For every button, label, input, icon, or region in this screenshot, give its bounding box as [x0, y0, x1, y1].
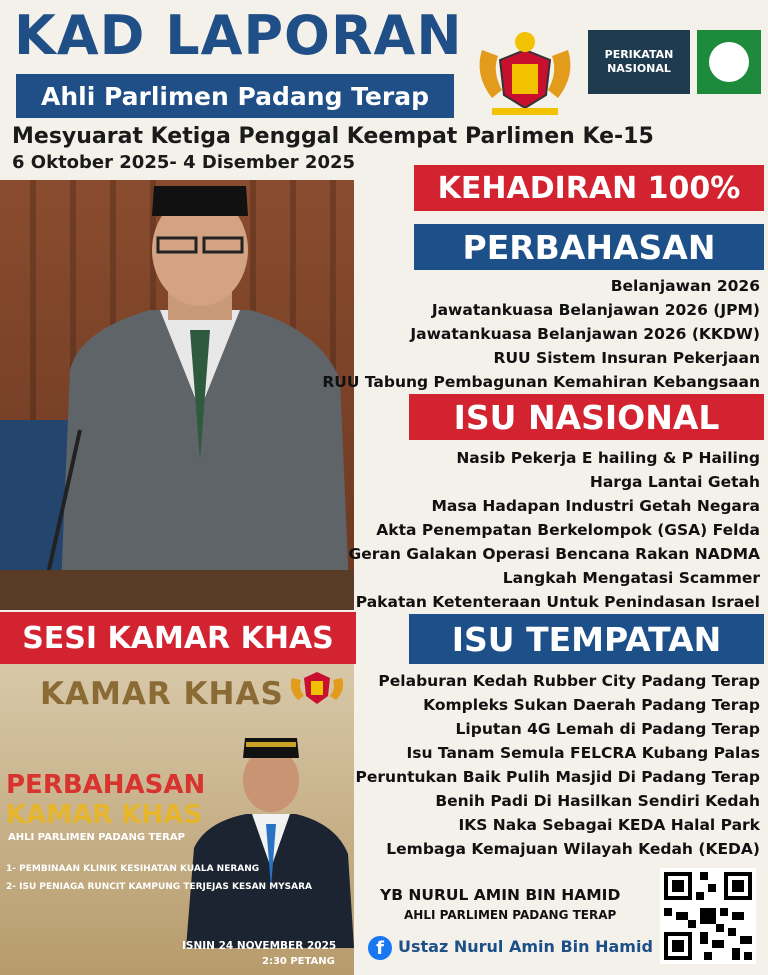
list-item: Masa Hadapan Industri Getah Negara: [431, 497, 760, 515]
poster-date: ISNIN 24 NOVEMBER 2025: [182, 940, 337, 952]
list-item: Harga Lantai Getah: [589, 473, 760, 491]
mp-name: YB NURUL AMIN BIN HAMID: [380, 886, 621, 904]
session-dates: 6 Oktober 2025- 4 Disember 2025: [12, 152, 356, 173]
perbahasan-list: [322, 274, 760, 394]
list-item: Benih Padi Di Hasilkan Sendiri Kedah: [435, 792, 760, 810]
kamar-khas-sign: KAMAR KHAS: [40, 676, 284, 712]
coat-of-arms-icon: [470, 20, 580, 120]
list-item: Langkah Mengatasi Scammer: [502, 569, 760, 587]
pn-logo-line1: PERIKATAN: [604, 48, 674, 61]
list-item: Isu Tanam Semula FELCRA Kubang Palas: [406, 744, 760, 762]
list-item: Jawatankuasa Belanjawan 2026 (JPM): [431, 301, 760, 319]
attendance-badge: KEHADIRAN 100%: [414, 165, 764, 211]
isu-nasional-list: [349, 446, 761, 614]
list-item: IKS Naka Sebagai KEDA Halal Park: [458, 816, 760, 834]
list-item: Peruntukan Baik Pulih Masjid Di Padang Terap: [355, 768, 760, 786]
kamar-khas-poster: [0, 664, 354, 975]
mp-role: AHLI PARLIMEN PADANG TERAP: [404, 908, 617, 922]
isu-nasional-heading: ISU NASIONAL: [409, 394, 764, 440]
pas-moon-icon: [697, 30, 761, 94]
poster-subtitle: AHLI PARLIMEN PADANG TERAP: [8, 832, 185, 843]
list-item: Liputan 4G Lemah di Padang Terap: [455, 720, 760, 738]
pn-logo-line2: NASIONAL: [607, 62, 671, 75]
mp-speaking-photo: [0, 180, 354, 610]
list-item: Akta Penempatan Berkelompok (GSA) Felda: [376, 521, 760, 539]
list-item: Kompleks Sukan Daerah Padang Terap: [423, 696, 760, 714]
list-item: Pelaburan Kedah Rubber City Padang Terap: [378, 672, 760, 690]
perikatan-nasional-logo: [588, 30, 690, 94]
session-title: Mesyuarat Ketiga Penggal Keempat Parlimen Ke-15: [12, 124, 654, 149]
perbahasan-heading: PERBAHASAN: [414, 224, 764, 270]
list-item: Pakatan Ketenteraan Untuk Penindasan Israel: [355, 593, 760, 611]
poster-item: 2- ISU PENIAGA RUNCIT KAMPUNG TERJEJAS KESAN MYSARA: [6, 882, 313, 892]
isu-tempatan-list: [356, 669, 760, 861]
list-item: Nasib Pekerja E hailing & P Hailing: [456, 449, 760, 467]
poster-crest-icon: [286, 666, 348, 708]
list-item: Belanjawan 2026: [610, 277, 760, 295]
facebook-icon[interactable]: f: [368, 936, 392, 960]
list-item: RUU Tabung Pembagunan Kemahiran Kebangsaan: [322, 373, 760, 391]
isu-tempatan-heading: ISU TEMPATAN: [409, 614, 764, 664]
poster-item: 1- PEMBINAAN KLINIK KESIHATAN KUALA NERANG: [6, 864, 260, 874]
page-title: KAD LAPORAN: [14, 4, 463, 67]
facebook-page-link[interactable]: Ustaz Nurul Amin Bin Hamid: [398, 937, 653, 956]
poster-time: 2:30 PETANG: [262, 956, 335, 967]
list-item: RUU Sistem Insuran Pekerjaan: [493, 349, 760, 367]
poster-title-perbahasan: PERBAHASAN: [6, 770, 206, 800]
poster-title-kamar-khas: KAMAR KHAS: [6, 800, 203, 830]
kamar-khas-heading: SESI KAMAR KHAS: [0, 612, 356, 664]
qr-code-icon[interactable]: [660, 868, 756, 964]
list-item: Geran Galakan Operasi Bencana Rakan NADMA: [348, 545, 760, 563]
list-item: Jawatankuasa Belanjawan 2026 (KKDW): [410, 325, 760, 343]
list-item: Lembaga Kemajuan Wilayah Kedah (KEDA): [386, 840, 760, 858]
poster-mp-portrait: [186, 738, 354, 948]
page-subtitle: Ahli Parlimen Padang Terap: [16, 74, 454, 118]
